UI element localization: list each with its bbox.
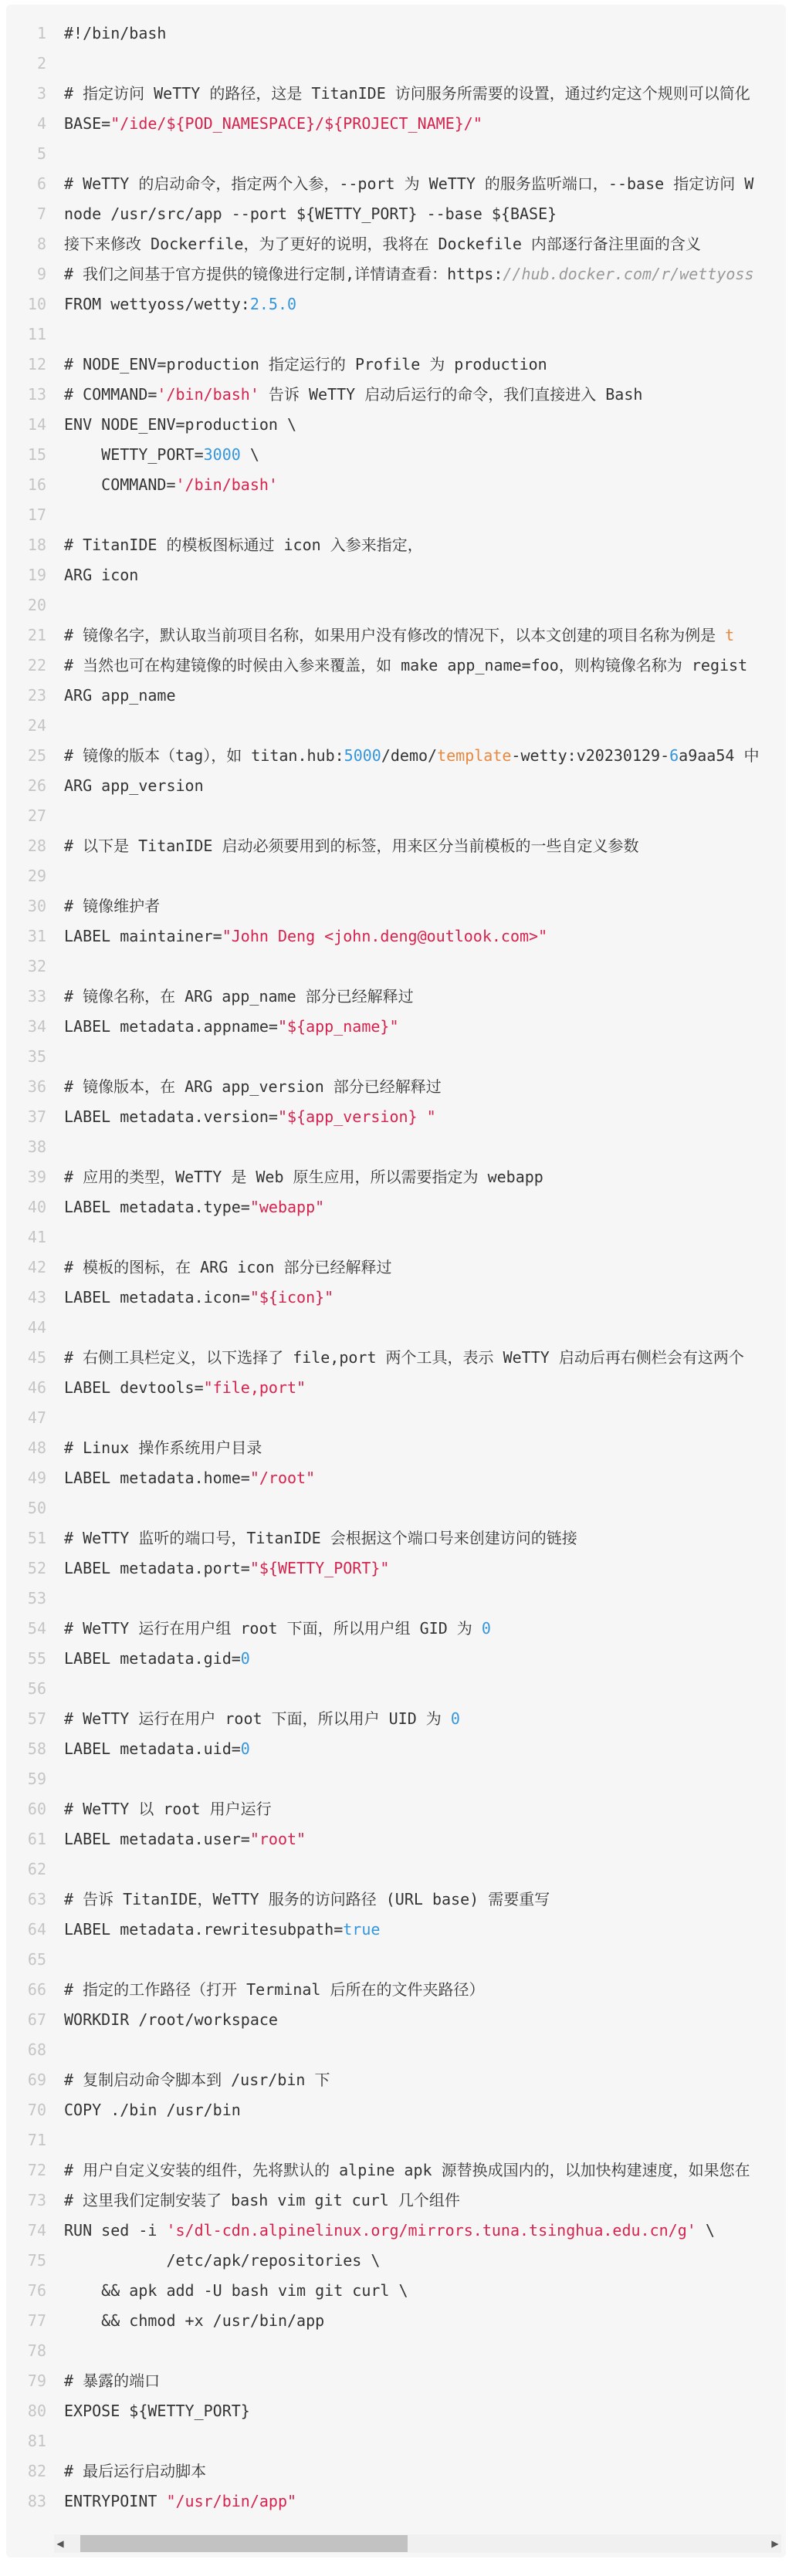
code-line <box>6 470 786 500</box>
code-line <box>6 139 786 169</box>
line-number: 23 <box>27 686 46 705</box>
code-text: WORKDIR /root/workspace <box>64 2010 278 2029</box>
code-line <box>6 620 786 651</box>
line-number: 24 <box>27 716 46 735</box>
line-number: 50 <box>27 1499 46 1517</box>
line-number: 47 <box>27 1408 46 1427</box>
code-line <box>6 109 786 139</box>
code-line <box>6 1102 786 1132</box>
code-line <box>6 1975 786 2005</box>
code-line <box>6 2306 786 2336</box>
line-number: 44 <box>27 1318 46 1337</box>
code-text: RUN sed -i 's/dl-cdn.alpinelinux.org/mirrors.tuna.tsinghua.edu.cn/g' \ <box>64 2221 715 2240</box>
line-number: 54 <box>27 1619 46 1638</box>
code-text: # 用户自定义安装的组件，先将默认的 alpine apk 源替换成国内的，以加快构建速度，如果您在 <box>64 2161 750 2179</box>
code-line <box>6 1162 786 1192</box>
scroll-left-icon[interactable]: ◀ <box>56 2538 64 2549</box>
code-text: LABEL metadata.gid=0 <box>64 1649 250 1668</box>
code-text: LABEL metadata.rewritesubpath=true <box>64 1920 381 1939</box>
line-number: 18 <box>27 536 46 554</box>
line-number: 75 <box>27 2251 46 2270</box>
code-text: # NODE_ENV=production 指定运行的 Profile 为 production <box>64 355 547 374</box>
code-text: ENV NODE_ENV=production \ <box>64 415 297 434</box>
code-text: COMMAND='/bin/bash' <box>64 475 278 494</box>
line-number: 39 <box>27 1168 46 1186</box>
code-text: LABEL metadata.icon="${icon}" <box>64 1288 334 1307</box>
code-line <box>6 651 786 681</box>
code-text: LABEL devtools="file,port" <box>64 1378 306 1397</box>
code-line <box>6 590 786 620</box>
code-line <box>6 1313 786 1343</box>
line-number: 77 <box>27 2311 46 2330</box>
code-line <box>6 2065 786 2095</box>
code-text: ARG app_version <box>64 776 204 795</box>
line-number: 42 <box>27 1258 46 1276</box>
code-text: # Linux 操作系统用户目录 <box>64 1438 262 1457</box>
line-number: 43 <box>27 1288 46 1307</box>
code-line <box>6 2246 786 2276</box>
code-text: /etc/apk/repositories \ <box>64 2251 381 2270</box>
line-number: 48 <box>27 1438 46 1457</box>
code-line <box>6 1915 786 1945</box>
code-block <box>6 5 786 2557</box>
code-text: COPY ./bin /usr/bin <box>64 2101 241 2119</box>
code-text: FROM wettyoss/wetty:2.5.0 <box>64 295 297 313</box>
code-text: LABEL metadata.uid=0 <box>64 1739 250 1758</box>
code-line <box>6 2276 786 2306</box>
line-number: 69 <box>27 2071 46 2089</box>
code-text: # 暴露的端口 <box>64 2371 161 2390</box>
code-line <box>6 921 786 952</box>
code-line <box>6 1463 786 1493</box>
line-number: 81 <box>27 2432 46 2450</box>
code-line <box>6 1493 786 1523</box>
code-text: ARG icon <box>64 566 139 584</box>
line-number: 35 <box>27 1047 46 1066</box>
code-line <box>6 410 786 440</box>
code-text: LABEL metadata.user="root" <box>64 1830 306 1848</box>
code-line <box>6 1523 786 1553</box>
code-line <box>6 1704 786 1734</box>
scroll-right-icon[interactable]: ▶ <box>771 2538 779 2549</box>
line-number: 61 <box>27 1830 46 1848</box>
code-line <box>6 380 786 410</box>
code-line <box>6 1042 786 1072</box>
code-line <box>6 952 786 982</box>
line-number: 73 <box>27 2191 46 2209</box>
code-line <box>6 1283 786 1313</box>
code-line <box>6 2456 786 2486</box>
code-line <box>6 1794 786 1824</box>
line-number: 28 <box>27 837 46 855</box>
line-number: 70 <box>27 2101 46 2119</box>
code-lines <box>6 5 786 2517</box>
code-line <box>6 982 786 1012</box>
code-line <box>6 1553 786 1584</box>
code-text: # 右侧工具栏定义，以下选择了 file,port 两个工具，表示 WeTTY 启动后再右侧栏会有这两个 <box>64 1348 744 1367</box>
line-number: 57 <box>27 1709 46 1728</box>
line-number: 13 <box>27 385 46 404</box>
line-number: 71 <box>27 2131 46 2149</box>
code-line <box>6 1885 786 1915</box>
code-text: LABEL metadata.version="${app_version} " <box>64 1107 436 1126</box>
line-number: 26 <box>27 776 46 795</box>
code-text: # 我们之间基于官方提供的镜像进行定制,详情请查看：https://hub.docker.com/r/wettyoss <box>64 265 754 283</box>
code-text: # 复制启动命令脚本到 /usr/bin 下 <box>64 2071 330 2089</box>
scrollbar-track[interactable] <box>66 2534 769 2553</box>
code-text: # 当然也可在构建镜像的时候由入参来覆盖，如 make app_name=foo，则构镜像名称为 regist <box>64 656 748 674</box>
code-line <box>6 1012 786 1042</box>
line-number: 80 <box>27 2402 46 2420</box>
code-line <box>6 1614 786 1644</box>
line-number: 53 <box>27 1589 46 1607</box>
line-number: 4 <box>36 114 46 133</box>
code-line <box>6 861 786 891</box>
line-number: 19 <box>27 566 46 584</box>
code-text: #!/bin/bash <box>64 24 167 42</box>
line-number: 8 <box>36 235 46 253</box>
code-text: # 最后运行启动脚本 <box>64 2462 207 2480</box>
line-number: 10 <box>27 295 46 313</box>
code-line <box>6 2095 786 2125</box>
code-line <box>6 831 786 861</box>
line-number: 6 <box>36 174 46 193</box>
code-text: # 以下是 TitanIDE 启动必须要用到的标签，用来区分当前模板的一些自定义参数 <box>64 837 639 855</box>
horizontal-scrollbar[interactable] <box>54 2534 781 2553</box>
code-line <box>6 500 786 530</box>
line-number: 45 <box>27 1348 46 1367</box>
code-text: BASE="/ide/${POD_NAMESPACE}/${PROJECT_NAME}/" <box>64 114 482 133</box>
line-number: 9 <box>36 265 46 283</box>
line-number: 82 <box>27 2462 46 2480</box>
line-number: 38 <box>27 1138 46 1156</box>
line-number: 64 <box>27 1920 46 1939</box>
code-text: # WeTTY 运行在用户组 root 下面，所以用户组 GID 为 0 <box>64 1619 491 1638</box>
line-number: 25 <box>27 746 46 765</box>
line-number: 68 <box>27 2040 46 2059</box>
code-line <box>6 1253 786 1283</box>
code-line <box>6 2005 786 2035</box>
code-line <box>6 440 786 470</box>
line-number: 49 <box>27 1469 46 1487</box>
line-number: 41 <box>27 1228 46 1246</box>
code-text: # 指定的工作路径（打开 Terminal 后所在的文件夹路径） <box>64 1980 485 1999</box>
code-line <box>6 169 786 199</box>
code-line <box>6 289 786 319</box>
code-line <box>6 1373 786 1403</box>
code-text: # 镜像的版本（tag），如 titan.hub:5000/demo/template-wetty:v20230129-6a9aa54 中 <box>64 746 760 765</box>
code-text: # WeTTY 监听的端口号，TitanIDE 会根据这个端口号来创建访问的链接 <box>64 1529 577 1547</box>
line-number: 17 <box>27 505 46 524</box>
line-number: 40 <box>27 1198 46 1216</box>
line-number: 72 <box>27 2161 46 2179</box>
line-number: 67 <box>27 2010 46 2029</box>
line-number: 31 <box>27 927 46 945</box>
code-line <box>6 49 786 79</box>
code-text: && chmod +x /usr/bin/app <box>64 2311 325 2330</box>
line-number: 7 <box>36 205 46 223</box>
code-line <box>6 1734 786 1764</box>
line-number: 11 <box>27 325 46 343</box>
code-line <box>6 1192 786 1222</box>
line-number: 5 <box>36 144 46 163</box>
code-line <box>6 741 786 771</box>
code-text: && apk add -U bash vim git curl \ <box>64 2281 408 2300</box>
code-line <box>6 891 786 921</box>
code-text: ENTRYPOINT "/usr/bin/app" <box>64 2492 297 2510</box>
code-text: # 镜像名字，默认取当前项目名称，如果用户没有修改的情况下，以本文创建的项目名称为例是 t <box>64 626 735 644</box>
code-line <box>6 2486 786 2517</box>
line-number: 62 <box>27 1860 46 1878</box>
line-number: 33 <box>27 987 46 1006</box>
code-text: # 镜像版本，在 ARG app_version 部分已经解释过 <box>64 1077 442 1096</box>
code-line <box>6 19 786 49</box>
code-line <box>6 1584 786 1614</box>
code-line <box>6 1644 786 1674</box>
code-line <box>6 711 786 741</box>
code-text: LABEL metadata.home="/root" <box>64 1469 316 1487</box>
code-line <box>6 319 786 350</box>
code-line <box>6 350 786 380</box>
code-text: # 模板的图标，在 ARG icon 部分已经解释过 <box>64 1258 392 1276</box>
line-number: 22 <box>27 656 46 674</box>
code-line <box>6 530 786 560</box>
line-number: 60 <box>27 1800 46 1818</box>
code-text: node /usr/src/app --port ${WETTY_PORT} --base ${BASE} <box>64 205 557 223</box>
line-number: 36 <box>27 1077 46 1096</box>
code-text: # 镜像名称，在 ARG app_name 部分已经解释过 <box>64 987 414 1006</box>
code-line <box>6 2336 786 2366</box>
code-line <box>6 1433 786 1463</box>
code-text: # 应用的类型，WeTTY 是 Web 原生应用，所以需要指定为 webapp <box>64 1168 543 1186</box>
code-text: # WeTTY 运行在用户 root 下面，所以用户 UID 为 0 <box>64 1709 460 1728</box>
line-number: 63 <box>27 1890 46 1908</box>
line-number: 65 <box>27 1950 46 1969</box>
line-number: 2 <box>36 54 46 73</box>
code-line <box>6 560 786 590</box>
line-number: 15 <box>27 445 46 464</box>
code-line <box>6 1132 786 1162</box>
code-text: # 指定访问 WeTTY 的路径，这是 TitanIDE 访问服务所需要的设置，通过约定这个规则可以简化 <box>64 84 750 103</box>
code-line <box>6 79 786 109</box>
code-text: LABEL maintainer="John Deng <john.deng@outlook.com>" <box>64 927 548 945</box>
code-line <box>6 1854 786 1885</box>
code-line <box>6 2035 786 2065</box>
code-text: # 告诉 TitanIDE，WeTTY 服务的访问路径 (URL base) 需要重写 <box>64 1890 550 1908</box>
line-number: 20 <box>27 596 46 614</box>
code-text: LABEL metadata.appname="${app_name}" <box>64 1017 399 1036</box>
line-number: 46 <box>27 1378 46 1397</box>
code-text: # 这里我们定制安装了 bash vim git curl 几个组件 <box>64 2191 460 2209</box>
code-line <box>6 2216 786 2246</box>
line-number: 32 <box>27 957 46 975</box>
line-number: 79 <box>27 2371 46 2390</box>
code-line <box>6 771 786 801</box>
code-line <box>6 1945 786 1975</box>
line-number: 55 <box>27 1649 46 1668</box>
line-number: 14 <box>27 415 46 434</box>
line-number: 83 <box>27 2492 46 2510</box>
code-line <box>6 2155 786 2186</box>
code-line <box>6 1674 786 1704</box>
code-text: WETTY_PORT=3000 \ <box>64 445 259 464</box>
code-line <box>6 2125 786 2155</box>
code-line <box>6 2426 786 2456</box>
code-line <box>6 681 786 711</box>
code-line <box>6 2186 786 2216</box>
code-text: # WeTTY 的启动命令，指定两个入参，--port 为 WeTTY 的服务监听端口，--base 指定访问 W <box>64 174 754 193</box>
line-number: 16 <box>27 475 46 494</box>
code-text: 接下来修改 Dockerfile，为了更好的说明，我将在 Dockefile 内部逐行备注里面的含义 <box>64 235 701 253</box>
line-number: 27 <box>27 806 46 825</box>
code-line <box>6 2366 786 2396</box>
code-line <box>6 1403 786 1433</box>
code-text: LABEL metadata.type="webapp" <box>64 1198 325 1216</box>
line-number: 74 <box>27 2221 46 2240</box>
code-line <box>6 199 786 229</box>
code-text: # COMMAND='/bin/bash' 告诉 WeTTY 启动后运行的命令，我们直接进入 Bash <box>64 385 643 404</box>
code-text: # TitanIDE 的模板图标通过 icon 入参来指定， <box>64 536 423 554</box>
line-number: 30 <box>27 897 46 915</box>
line-number: 3 <box>36 84 46 103</box>
line-number: 78 <box>27 2341 46 2360</box>
code-line <box>6 1222 786 1253</box>
code-line <box>6 1764 786 1794</box>
line-number: 56 <box>27 1679 46 1698</box>
line-number: 59 <box>27 1770 46 1788</box>
line-number: 37 <box>27 1107 46 1126</box>
code-text: # 镜像维护者 <box>64 897 161 915</box>
line-number: 29 <box>27 867 46 885</box>
code-text: LABEL metadata.port="${WETTY_PORT}" <box>64 1559 390 1577</box>
line-number: 66 <box>27 1980 46 1999</box>
code-line <box>6 2396 786 2426</box>
code-text: EXPOSE ${WETTY_PORT} <box>64 2402 250 2420</box>
line-number: 76 <box>27 2281 46 2300</box>
line-number: 12 <box>27 355 46 374</box>
code-line <box>6 259 786 289</box>
line-number: 52 <box>27 1559 46 1577</box>
code-line <box>6 801 786 831</box>
code-text: # WeTTY 以 root 用户运行 <box>64 1800 272 1818</box>
line-number: 34 <box>27 1017 46 1036</box>
code-line <box>6 1072 786 1102</box>
code-line <box>6 229 786 259</box>
code-text: ARG app_name <box>64 686 176 705</box>
line-number: 21 <box>27 626 46 644</box>
code-line <box>6 1824 786 1854</box>
code-line <box>6 1343 786 1373</box>
line-number: 51 <box>27 1529 46 1547</box>
scrollbar-thumb[interactable] <box>80 2535 408 2552</box>
line-number: 1 <box>36 24 46 42</box>
line-number: 58 <box>27 1739 46 1758</box>
